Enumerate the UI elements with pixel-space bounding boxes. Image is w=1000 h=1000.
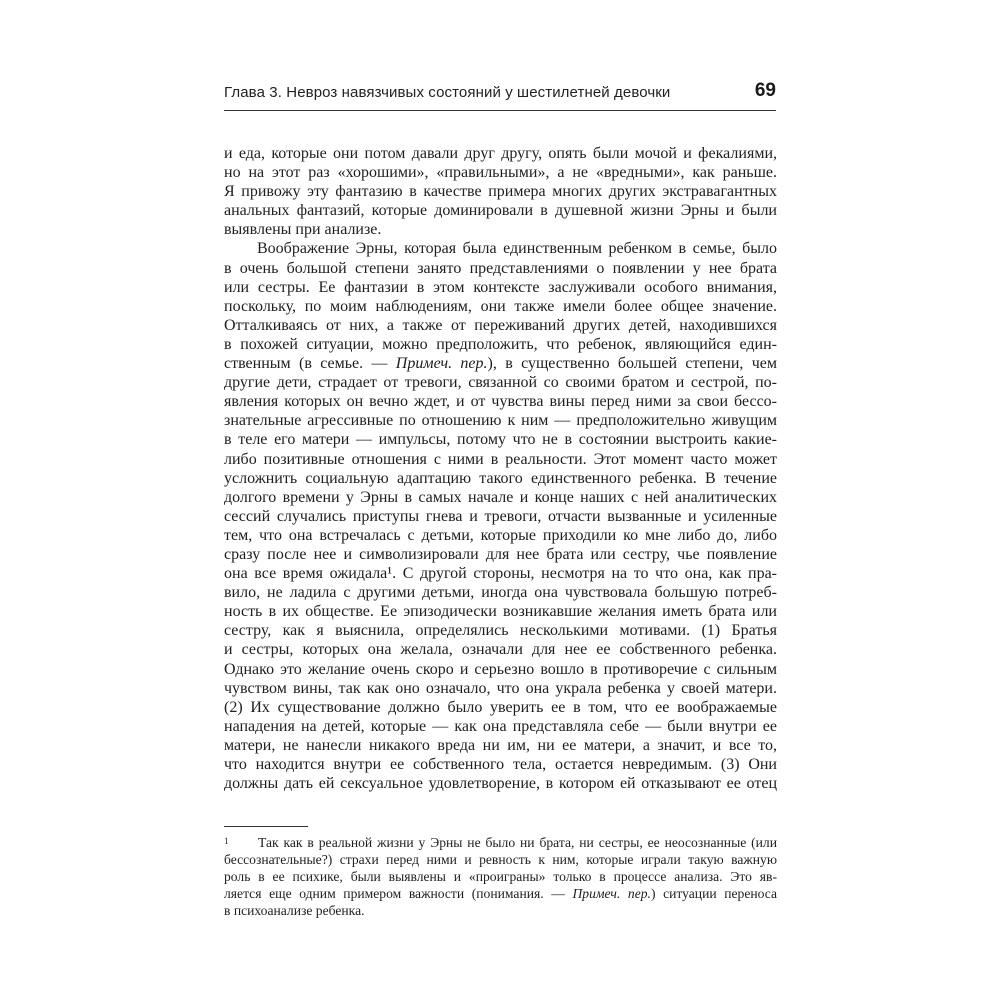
text-line: сразу после нее и символизировали для нее брата или сестру, чье появление	[224, 545, 777, 563]
text-line: в похожей ситуации, можно предположить, что ребенок, являющийся един-	[224, 335, 777, 353]
text-line: вило, не ладила с другими детьми, иногда она чувствовала большую потреб-	[224, 584, 777, 602]
footnote-line: бессознательные?) страхи перед ними и ревность к ним, которые играли такую важную	[224, 852, 777, 867]
text-line: Отталкиваясь от них, а также от переживаний других детей, находившихся	[224, 316, 777, 334]
footnote-line: в психоанализе ребенка.	[224, 903, 365, 918]
text-line: или сестры. Ее фантазии в этом контексте заслуживали особого внимания,	[224, 278, 777, 296]
text-line: долгого времени у Эрны в самых начале и конце наших с ней аналитических	[224, 488, 777, 506]
footnote-line: Так как в реальной жизни у Эрны не было ни брата, ни сестры, ее неосознанные (или	[258, 835, 777, 850]
text-line: в теле его матери — импульсы, потому что не в состоянии выстроить какие-	[224, 431, 777, 449]
text-line: (2) Их существование должно было уверить ее в том, что ее воображаемые	[224, 698, 777, 716]
footnote-line: ляется еще одним примером важности (понимания. — Примеч. пер.) ситуации переноса	[224, 886, 778, 901]
footnote-line: роль в ее психике, были выявлены и «проиграны» только в процессе анализа. Это яв-	[224, 869, 777, 884]
text-line: знательные агрессивные по отношению к ним — предположительно живущим	[224, 412, 777, 430]
running-header	[224, 80, 776, 111]
text-line: нападения на детей, которые — как она представляла себе — были внутри ее	[224, 717, 777, 735]
text-line: должны дать ей сексуальное удовлетворение, в котором ей отказывают ее отец	[224, 775, 777, 793]
text-line: сессий случались приступы гнева и тревоги, отчасти вызванные и усиленные	[224, 507, 777, 525]
text-line: тем, что она встречалась с детьми, которые приходили ко мне либо до, либо	[224, 526, 777, 544]
footnote-divider	[224, 826, 308, 827]
text-line: поскольку, по моим наблюдениям, они также имели более общее значение.	[224, 297, 777, 315]
text-line: явления которых он вечно ждет, и от чувства вины перед ними за свои бессо-	[224, 393, 777, 411]
text-line: ность в их обществе. Ее эпизодически возникавшие желания иметь брата или	[224, 603, 777, 621]
text-line: анальных фантазий, которые доминировали в душевной жизни Эрны и были	[224, 202, 777, 220]
text-line: матери, не нанесли никакого вреда ни им, ни ее матери, а значит, и все то,	[224, 736, 777, 754]
footnote	[224, 834, 777, 919]
text-line: но на этот раз «хорошими», «правильными», а не «вредными», как раньше.	[224, 164, 777, 182]
text-line: усложнить социальную адаптацию такого единственного ребенка. В течение	[224, 469, 777, 487]
text-line: выявлены при анализе.	[224, 221, 382, 239]
text-line: либо позитивные отношения с ними в реальности. Этот момент часто может	[224, 450, 777, 468]
text-line: другие дети, страдает от тревоги, связанной со своими братом и сестрой, по-	[224, 374, 777, 392]
text-line: Я привожу эту фантазию в качестве примера многих других экстравагантных	[224, 183, 777, 201]
chapter-title: Глава 3. Невроз навязчивых состояний у шестилетней девочки	[224, 84, 671, 101]
text-line: в очень большой степени занято представлениями о появлении у нее брата	[224, 259, 777, 277]
text-line: что находится внутри ее собственного тела, остается невредимым. (3) Они	[224, 756, 777, 773]
text-line: Однако это желание очень скоро и серьезно вошло в противоречие с сильным	[224, 660, 777, 678]
page-number: 69	[754, 80, 776, 101]
footnote-mark: 1	[224, 836, 229, 846]
text-line: и еда, которые они потом давали друг другу, опять были мочой и фекалиями,	[224, 145, 777, 162]
text-line: она все время ожидала¹. С другой стороны, несмотря на то что она, как пра-	[224, 565, 777, 583]
text-line: и сестры, которых она желала, означали для нее ее собственного ребенка.	[224, 641, 777, 659]
main-text	[224, 144, 777, 793]
text-line: чувством вины, так как оно означало, что она украла ребенка у своей матери.	[224, 679, 777, 697]
text-line: ственным (в семье. — Примеч. пер.), в существенно большей степени, чем	[224, 355, 778, 373]
text-line: Воображение Эрны, которая была единственным ребенком в семье, было	[257, 240, 777, 258]
text-line: сестру, как я выяснила, определялись несколькими мотивами. (1) Братья	[224, 622, 777, 640]
